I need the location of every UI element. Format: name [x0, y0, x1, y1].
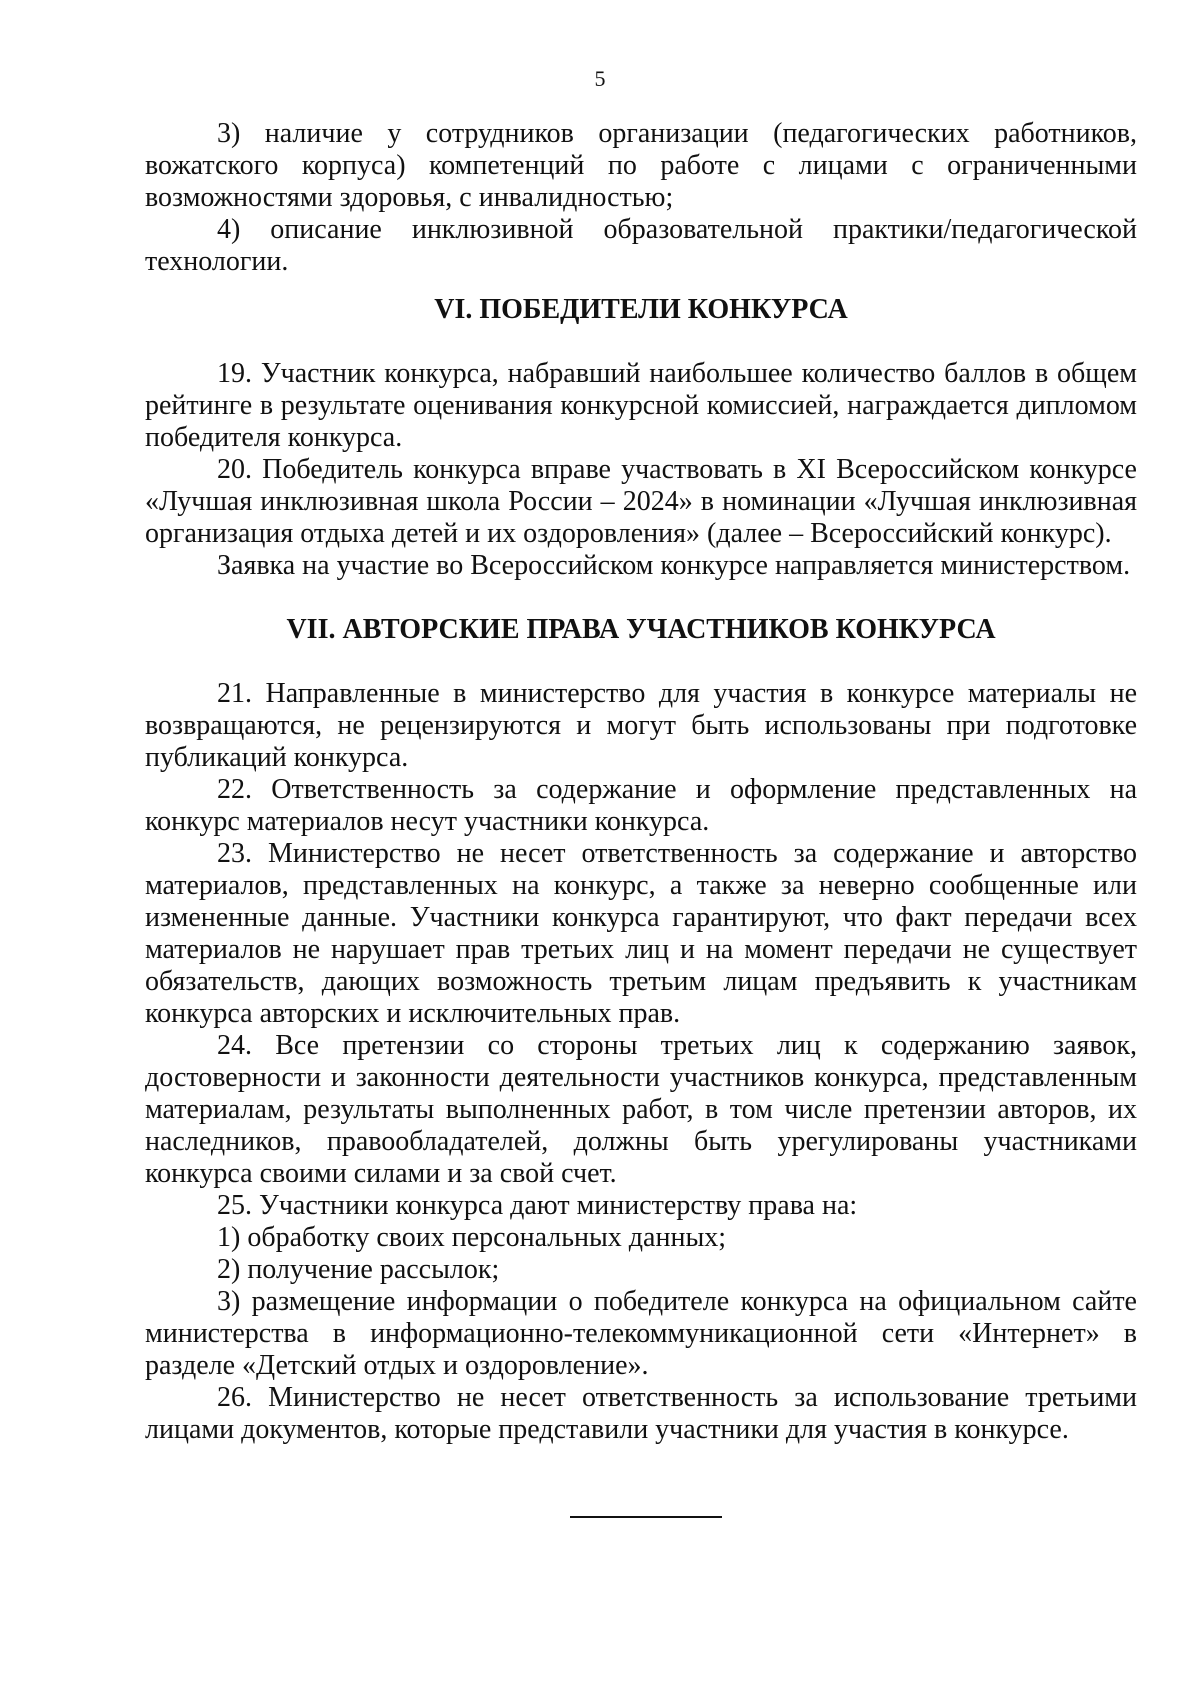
document-body [145, 118, 1137, 1446]
paragraph-24: 24. Все претензии со стороны третьих лиц к содержанию заявок, достоверности и законности деятельности участников конкурса, представленным материалам, результаты выполненных работ, в том числе претензии авторов, их наследников, правообладателей, должны быть урегулированы участниками конкурса своими силами и за свой счет. [145, 1030, 1137, 1189]
paragraph-25-item-1: 1) обработку своих персональных данных; [217, 1222, 727, 1253]
paragraph-21: 21. Направленные в министерство для участия в конкурсе материалы не возвращаются, не рецензируются и могут быть использованы при подготовке публикаций конкурса. [145, 678, 1137, 773]
paragraph-application: Заявка на участие во Всероссийском конкурсе направляется министерством. [217, 550, 1131, 581]
page-number: 5 [594, 66, 606, 91]
paragraph-item-4: 4) описание инклюзивной образовательной практики/педагогической технологии. [145, 214, 1137, 277]
paragraph-22: 22. Ответственность за содержание и оформление представленных на конкурс материалов несут участники конкурса. [145, 774, 1137, 837]
section-heading-vii: VII. АВТОРСКИЕ ПРАВА УЧАСТНИКОВ КОНКУРСА [286, 614, 996, 645]
paragraph-23: 23. Министерство не несет ответственность за содержание и авторство материалов, представленных на конкурс, а также за неверно сообщенные или измененные данные. Участники конкурса гарантируют, что факт передачи всех материалов не нарушает прав третьих лиц и на момент передачи не существует обязательств, дающих возможность третьим лицам предъявить к участникам конкурса авторских и исключительных прав. [145, 838, 1137, 1029]
paragraph-25-item-3: 3) размещение информации о победителе конкурса на официальном сайте министерства в информационно-телекоммуникационной сети «Интернет» в разделе «Детский отдых и оздоровление». [145, 1286, 1137, 1381]
paragraph-item-3: 3) наличие у сотрудников организации (педагогических работников, вожатского корпуса) компетенций по работе с лицами с ограниченными возможностями здоровья, с инвалидностью; [145, 118, 1137, 213]
paragraph-20: 20. Победитель конкурса вправе участвовать в XI Всероссийском конкурсе «Лучшая инклюзивная школа России – 2024» в номинации «Лучшая инклюзивная организация отдыха детей и их оздоровления» (далее – Всероссийский конкурс). [145, 454, 1137, 549]
paragraph-25: 25. Участники конкурса дают министерству права на: [217, 1190, 858, 1221]
paragraph-19: 19. Участник конкурса, набравший наибольшее количество баллов в общем рейтинге в результате оценивания конкурсной комиссией, награждается дипломом победителя конкурса. [145, 358, 1137, 453]
paragraph-26: 26. Министерство не несет ответственность за использование третьими лицами документов, которые представили участники для участия в конкурсе. [145, 1382, 1137, 1445]
section-heading-vi: VI. ПОБЕДИТЕЛИ КОНКУРСА [434, 294, 848, 325]
end-of-document-rule [570, 1516, 722, 1518]
paragraph-25-item-2: 2) получение рассылок; [217, 1254, 500, 1285]
